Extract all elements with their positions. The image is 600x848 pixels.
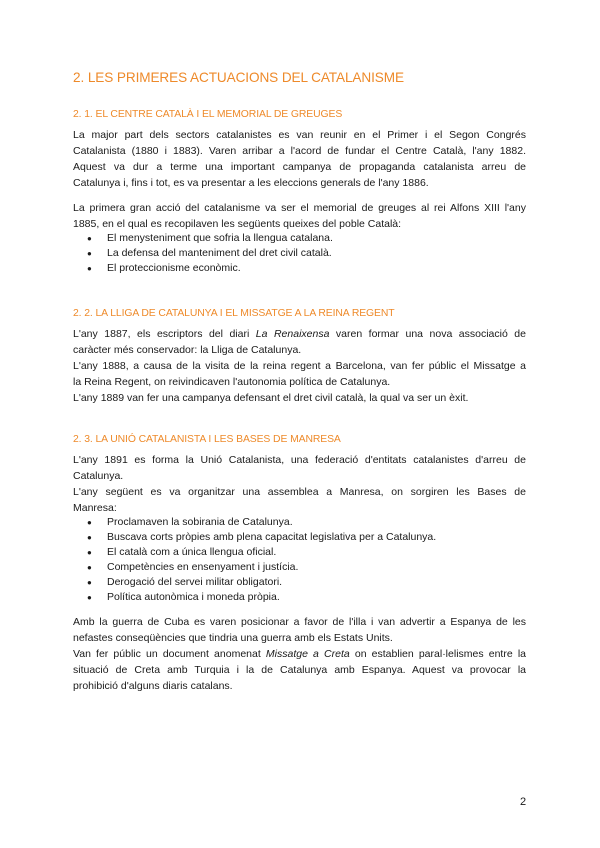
text-line: Catalanista (1880 i 1883). Varen arribar a l'acord de fundar el Centre Català, l'any 1882. bbox=[73, 145, 526, 157]
text-line: L'any següent es va organitzar una assemblea a Manresa, on sorgiren les Bases de bbox=[73, 486, 526, 498]
text-line: Catalunya i, fins i tot, es va presentar a les eleccions generals de l'any 1886. bbox=[73, 177, 429, 189]
list-item: ● El català com a única llengua oficial. bbox=[73, 545, 526, 560]
list-item: ● El proteccionisme econòmic. bbox=[73, 261, 526, 276]
text-line: La major part dels sectors catalanistes es van reunir en el Primer i el Segon Congrés bbox=[73, 129, 526, 141]
subsection-heading-3: 2. 3. LA UNIÓ CATALANISTA I LES BASES DE MANRESA bbox=[73, 434, 341, 445]
text-run: Van fer públic un document anomenat bbox=[73, 648, 261, 660]
text-line: situació de Creta amb Turquia i la de Catalunya amb Espanya. Aquest va provocar la bbox=[73, 664, 526, 676]
list-item: ● Buscava corts pròpies amb plena capacitat legislativa per a Catalunya. bbox=[73, 530, 526, 545]
text-line: la Reina Regent, on reivindicaven l'autonomia política de Catalunya. bbox=[73, 376, 391, 388]
text-line: prohibició d'alguns diaris catalans. bbox=[73, 680, 233, 692]
text-line: L'any 1891 es forma la Unió Catalanista, una federació d'entitats catalanistes d'arreu de bbox=[73, 454, 526, 466]
list-item: ● La defensa del manteniment del dret civil català. bbox=[73, 246, 526, 261]
subsection-heading-2: 2. 2. LA LLIGA DE CATALUNYA I EL MISSATGE A LA REINA REGENT bbox=[73, 308, 395, 319]
paragraph-centre-catala bbox=[73, 127, 526, 191]
document-title: Missatge a Creta bbox=[265, 648, 350, 660]
list-item: ● Derogació del servei militar obligatori. bbox=[73, 575, 526, 590]
text-line: Manresa: bbox=[73, 502, 117, 514]
paragraph-memorial-greuges bbox=[73, 200, 526, 232]
text-run: on establien paral·lelismes entre la bbox=[354, 648, 526, 660]
text-line bbox=[73, 326, 526, 342]
text-line: Aquest va dur a terme una important campanya de propaganda catalanista arreu de bbox=[73, 161, 526, 173]
paragraph-unio-catalanista bbox=[73, 452, 526, 516]
text-run: varen formar una nova associació de bbox=[335, 328, 526, 340]
subsection-heading-1: 2. 1. EL CENTRE CATALÀ I EL MEMORIAL DE GREUGES bbox=[73, 109, 343, 120]
text-line: nefastes conseqüències que tindria una guerra amb els Estats Units. bbox=[73, 632, 393, 644]
text-line: Catalunya. bbox=[73, 470, 124, 482]
text-run: L'any 1887, els escriptors del diari bbox=[73, 328, 250, 340]
text-line: L'any 1888, a causa de la visita de la reina regent a Barcelona, van fer públic el Missatge a bbox=[73, 360, 526, 372]
newspaper-title: La Renaixensa bbox=[255, 328, 330, 340]
paragraph-lliga bbox=[73, 326, 526, 406]
page-number: 2 bbox=[520, 796, 527, 808]
list-item: ● El menysteniment que sofria la llengua catalana. bbox=[73, 231, 526, 246]
list-item: ● Política autonòmica i moneda pròpia. bbox=[73, 590, 526, 605]
list-item: ● Proclamaven la sobirania de Catalunya. bbox=[73, 515, 526, 530]
list-bases-manresa bbox=[73, 515, 526, 605]
text-line: Amb la guerra de Cuba es varen posicionar a favor de l'illa i van advertir a Espanya de les bbox=[73, 616, 526, 628]
section-title: 2. LES PRIMERES ACTUACIONS DEL CATALANISME bbox=[73, 70, 404, 85]
text-line: caràcter més conservador: la Lliga de Catalunya. bbox=[73, 344, 302, 356]
text-line: 1885, en el qual es recopilaven les següents queixes del poble Català: bbox=[73, 218, 402, 230]
paragraph-guerra-cuba bbox=[73, 614, 526, 694]
list-item: ● Competències en ensenyament i justícia. bbox=[73, 560, 526, 575]
text-line bbox=[73, 646, 526, 662]
text-line: La primera gran acció del catalanisme va ser el memorial de greuges al rei Alfons XIII l'any bbox=[73, 202, 526, 214]
list-greuges bbox=[73, 231, 526, 276]
text-line: L'any 1889 van fer una campanya defensant el dret civil català, la qual va ser un èxit. bbox=[73, 392, 469, 404]
